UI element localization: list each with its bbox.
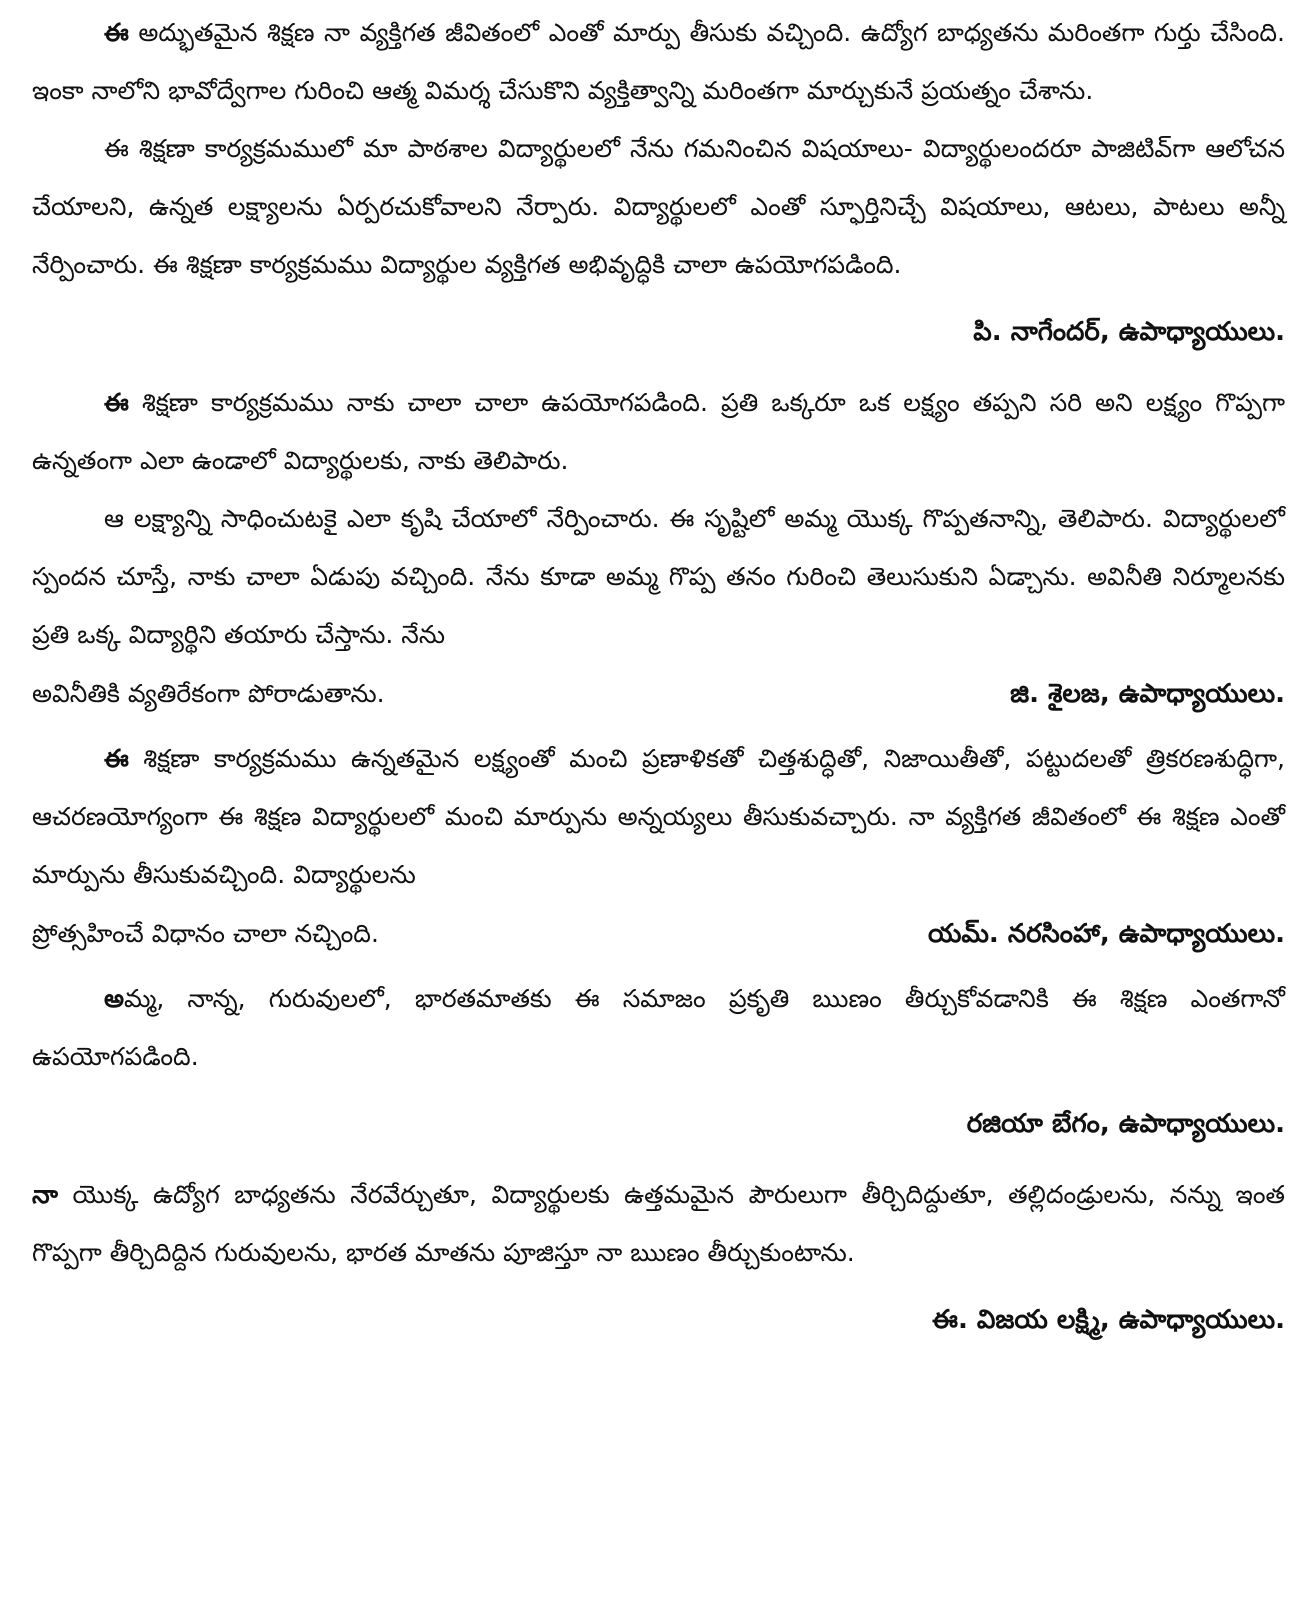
testimonial-3 <box>32 730 1285 964</box>
paragraph <box>32 120 1285 294</box>
paragraph <box>32 490 1285 664</box>
drop-lead: ఈ <box>104 388 129 417</box>
signature: జి. శైలజ, ఉపాధ్యాయులు. <box>1010 679 1285 709</box>
drop-lead: ఈ <box>104 18 129 47</box>
paragraph <box>32 1166 1285 1282</box>
paragraph <box>32 970 1285 1086</box>
closing-line <box>32 904 1285 964</box>
paragraph <box>32 4 1285 120</box>
drop-lead: అ <box>104 984 125 1013</box>
paragraph-text: ఆ లక్ష్యాన్ని సాధించుటకై ఎలా కృషి చేయాలో నేర్పించారు. ఈ సృష్టిలో అమ్మ యొక్క గొప్పతనాన్ని, తెలిపారు. విద్యార్థులలో స్పందన చూస్తే, నాకు చాలా ఏడుపు వచ్చింది. నేను కూడా అమ్మ గొప్ప తనం గురించి తెలుసుకుని ఏడ్చాను. అవినీతి నిర్మూలనకు ప్రతి ఒక్క విద్యార్థిని తయారు చేస్తాను. నేను <box>32 504 1285 649</box>
signature: రజియా బేగం, ఉపాధ్యాయులు. <box>966 1109 1285 1139</box>
paragraph-text: శిక్షణా కార్యక్రమము ఉన్నతమైన లక్ష్యంతో మంచి ప్రణాళికతో చిత్తశుద్ధితో, నిజాయితీతో, పట్టుదలతో త్రికరణశుద్ధిగా, ఆచరణయోగ్యంగా ఈ శిక్షణ విద్యార్థులలో మంచి మార్పును అన్నయ్యలు తీసుకువచ్చారు. నా వ్యక్తిగత జీవితంలో ఈ శిక్షణ ఎంతో మార్పును తీసుకువచ్చింది. విద్యార్థులను <box>32 744 1285 889</box>
testimonial-4 <box>32 970 1285 1154</box>
closing-text: ప్రోత్సహించే విధానం చాలా నచ్చింది. <box>32 919 379 948</box>
paragraph <box>32 374 1285 490</box>
paragraph-text: ఈ శిక్షణా కార్యక్రమములో మా పాఠశాల విద్యార్థులలో నేను గమనించిన విషయాలు- విద్యార్థులందరూ పాజిటివ్‌గా ఆలోచన చేయాలని, ఉన్నత లక్ష్యాలను ఏర్పరచుకోవాలని నేర్పారు. విద్యార్థులలో ఎంతో స్ఫూర్తినిచ్చే విషయాలు, ఆటలు, పాటలు అన్నీ నేర్పించారు. ఈ శిక్షణా కార్యక్రమము విద్యార్థుల వ్యక్తిగత అభివృద్ధికి చాలా ఉపయోగపడింది. <box>32 134 1285 279</box>
drop-lead: నా <box>32 1180 58 1209</box>
drop-lead: ఈ <box>104 744 129 773</box>
paragraph-text: శిక్షణా కార్యక్రమము నాకు చాలా చాలా ఉపయోగపడింది. ప్రతి ఒక్కరూ ఒక లక్ష్యం తప్పని సరి అని లక్ష్యం గొప్పగా ఉన్నతంగా ఎలా ఉండాలో విద్యార్థులకు, నాకు తెలిపారు. <box>32 388 1285 475</box>
testimonial-2 <box>32 374 1285 724</box>
testimonial-1 <box>32 4 1285 362</box>
signature: పి. నాగేందర్, ఉపాధ్యాయులు. <box>973 317 1285 347</box>
paragraph-text: మ్మ, నాన్న, గురువులలో, భారతమాతకు ఈ సమాజం ప్రకృతి ఋణం తీర్చుకోవడానికి ఈ శిక్షణ ఎంతగానో ఉపయోగపడింది. <box>32 984 1285 1071</box>
paragraph-text: యొక్క ఉద్యోగ బాధ్యతను నేరవేర్చుతూ, విద్యార్థులకు ఉత్తమమైన పౌరులుగా తీర్చిదిద్దుతూ, తల్లిదండ్రులను, నన్ను ఇంత గొప్పగా తీర్చిదిద్దిన గురువులను, భారత మాతను పూజిస్తూ నా ఋణం తీర్చుకుంటాను. <box>32 1180 1285 1267</box>
paragraph-text: అద్భుతమైన శిక్షణ నా వ్యక్తిగత జీవితంలో ఎంతో మార్పు తీసుకు వచ్చింది. ఉద్యోగ బాధ్యతను మరింతగా గుర్తు చేసింది. ఇంకా నాలోని భావోద్వేగాల గురించి ఆత్మ విమర్శ చేసుకొని వ్యక్తిత్వాన్ని మరింతగా మార్చుకునే ప్రయత్నం చేశాను. <box>32 18 1285 105</box>
closing-line <box>32 664 1285 724</box>
signature: యమ్. నరసింహా, ఉపాధ్యాయులు. <box>927 919 1285 949</box>
testimonial-5 <box>32 1166 1285 1350</box>
paragraph <box>32 730 1285 904</box>
signature: ఈ. విజయ లక్ష్మి, ఉపాధ్యాయులు. <box>932 1305 1285 1335</box>
closing-text: అవినీతికి వ్యతిరేకంగా పోరాడుతాను. <box>32 679 385 708</box>
